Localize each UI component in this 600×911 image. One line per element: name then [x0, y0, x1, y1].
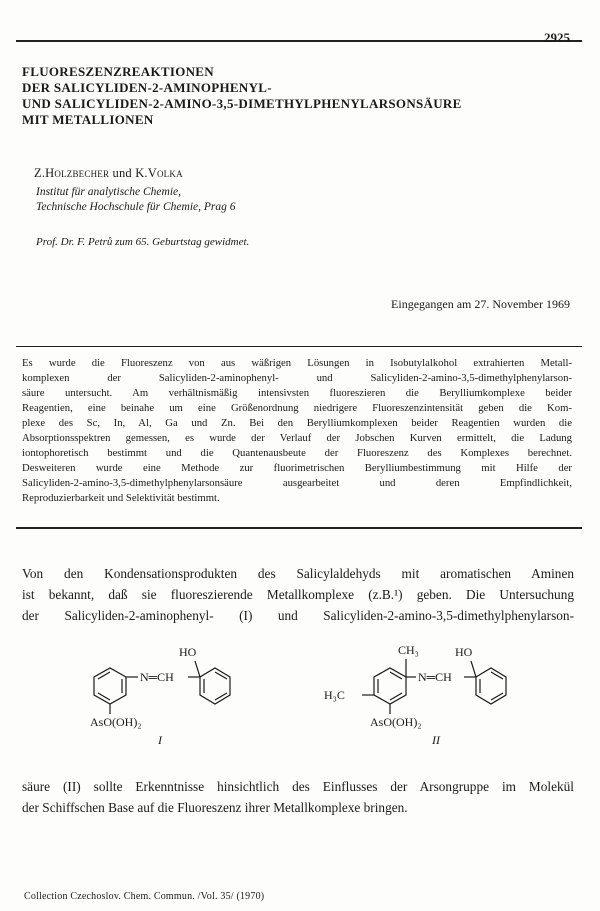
structure-i-arsono: AsO(OH)₂	[90, 715, 142, 729]
journal-footer: Collection Czechoslov. Chem. Commun. /Vol. 35/ (1970)	[24, 891, 265, 902]
abstract-line: Absorptionsspektren gemessen, es wurde der Verlauf der Jobschen Kurven ermittelt, die Ladung	[22, 432, 572, 444]
structure-i-ho: HO	[179, 645, 197, 659]
structure-ii-ch3: CH₃	[398, 643, 419, 657]
title-line: DER SALICYLIDEN-2-AMINOPHENYL-	[22, 80, 272, 95]
body-line: Von den Kondensationsprodukten des Salicylaldehyds mit aromatischen Aminen	[22, 566, 574, 581]
chemical-structures	[0, 630, 600, 770]
structure-i-imine: N═CH	[140, 670, 174, 684]
body-line: säure (II) sollte Erkenntnisse hinsichtlich des Einflusses der Arsongruppe im Molekül	[22, 779, 574, 794]
header-rule	[16, 40, 582, 42]
institution-line: Institut für analytische Chemie,	[36, 186, 182, 198]
article-title	[22, 64, 582, 128]
body-paragraph-continued	[22, 776, 574, 818]
structure-ii-drawing	[362, 659, 506, 714]
structure-i-drawing	[94, 661, 230, 714]
body-line: ist bekannt, daß sie fluoreszierende Metallkomplexe (z.B.¹) geben. Die Untersuchung	[22, 587, 574, 602]
title-line: FLUORESZENZREAKTIONEN	[22, 64, 214, 79]
abstract-line: komplexen der Salicyliden-2-aminophenyl- und Salicyliden-2-amino-3,5-dimethylphenylarson-	[22, 372, 572, 384]
abstract-line: Desweiteren wurde eine Methode zur fluorimetrischen Berylliumbestimmung mit Hilfe der	[22, 462, 572, 474]
body-line: der Schiffschen Base auf die Fluoreszenz ihrer Metallkomplexe bringen.	[22, 800, 408, 815]
abstract-bottom-rule	[16, 527, 582, 529]
abstract-line: Reagentien, eine beinahe um eine Größenordnung niedrigere Fluoreszenzintensität geben die Kom-	[22, 402, 572, 414]
institution-line: Technische Hochschule für Chemie, Prag 6	[36, 201, 236, 213]
page-number: 2925	[544, 30, 570, 45]
structure-ii-label: II	[432, 733, 440, 747]
authors	[34, 166, 183, 181]
abstract-line: iontophoretisch bestimmt und die Quantenausbeute der Fluoreszenz des Komplexes berechnet.	[22, 447, 572, 459]
body-paragraph	[22, 563, 574, 626]
abstract-line: Es wurde die Fluoreszenz von aus wäßrigen Lösungen in Isobutylalkohol extrahierten Metall-	[22, 357, 572, 369]
author-name: Z.Holzbecher	[34, 166, 110, 180]
structure-ii-imine: N═CH	[418, 670, 452, 684]
abstract-line: säure untersucht. Am verhältnismäßig intensivsten fluoreszieren die Berylliumkomplexe beider	[22, 387, 572, 399]
structure-ii-arsono: AsO(OH)₂	[370, 715, 422, 729]
abstract-line: Salicyliden-2-amino-3,5-dimethylphenylarsonsäure ausgearbeitet und deren Empfindlichkeit,	[22, 477, 572, 489]
abstract	[22, 356, 572, 506]
structure-ii-h3c: H₃C	[324, 688, 345, 702]
body-line: der Salicyliden-2-aminophenyl- (I) und Salicyliden-2-amino-3,5-dimethylphenylarson-	[22, 608, 574, 623]
abstract-line: Reproduzierbarkeit und Selektivität bestimmt.	[22, 492, 220, 504]
title-line: MIT METALLIONEN	[22, 112, 154, 127]
title-line: UND SALICYLIDEN-2-AMINO-3,5-DIMETHYLPHENYLARSONSÄURE	[22, 96, 462, 111]
abstract-top-rule	[16, 346, 582, 347]
author-conjunction: und	[112, 166, 132, 180]
institution	[36, 185, 236, 215]
abstract-line: plexe des Sc, In, Al, Ga und Zn. Bei den Berylliumkomplexen beider Reagentien wurden die	[22, 417, 572, 429]
dedication: Prof. Dr. F. Petrů zum 65. Geburtstag gewidmet.	[36, 236, 250, 248]
structure-i-label: I	[158, 733, 162, 747]
received-date: Eingegangen am 27. November 1969	[391, 297, 570, 311]
author-name: K.Volka	[135, 166, 183, 180]
structure-ii-ho: HO	[455, 645, 473, 659]
